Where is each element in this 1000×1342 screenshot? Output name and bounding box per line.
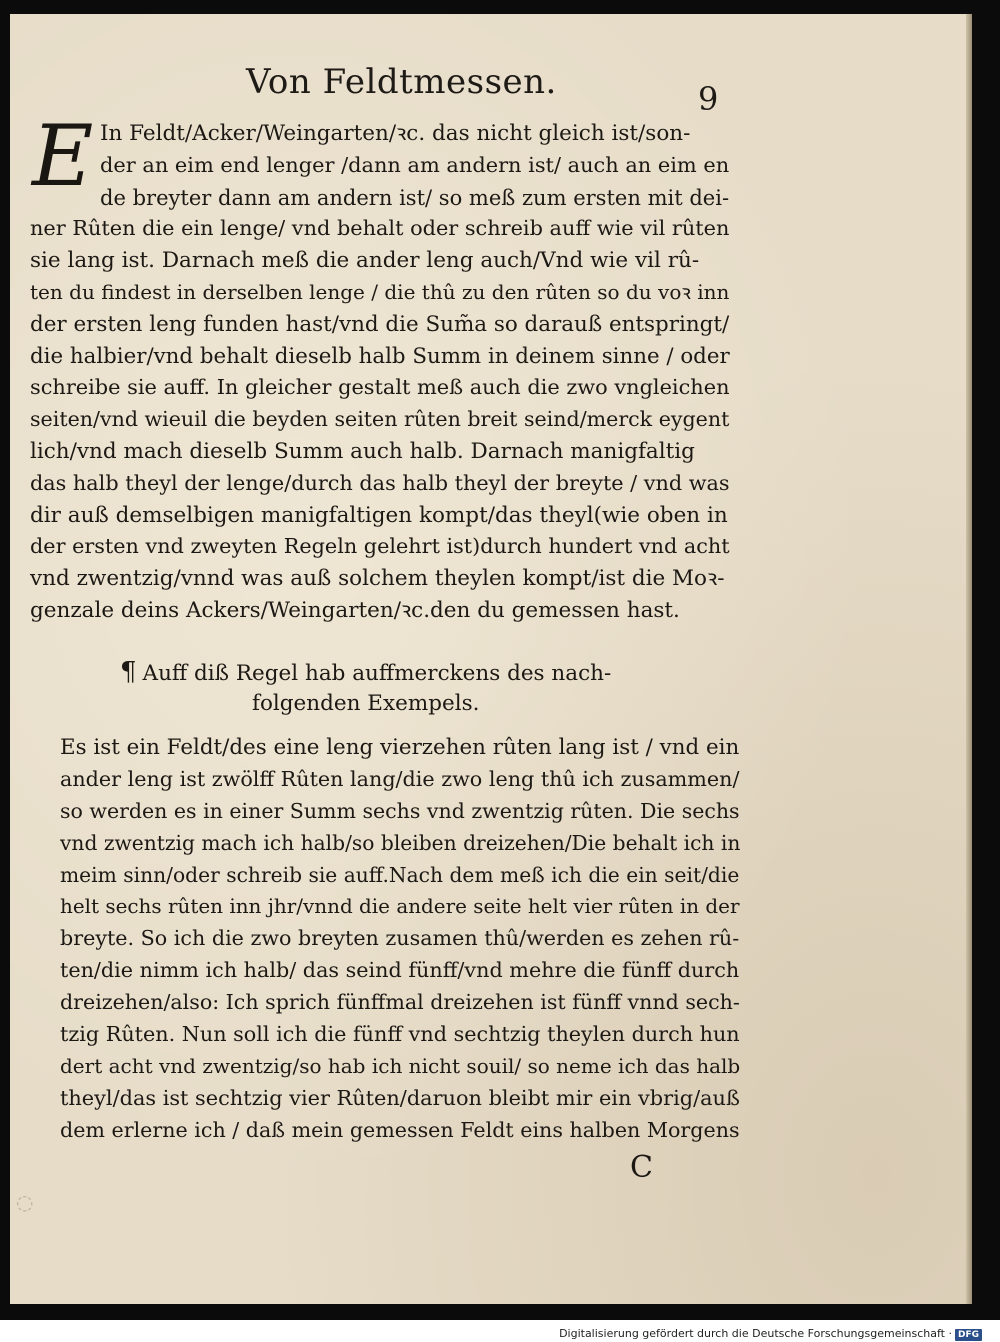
example-line: theyl/das ist sechtzig vier Rûten/daruon bleibt mir ein vbrig/auß bbox=[60, 1085, 740, 1110]
main-paragraph bbox=[30, 107, 730, 627]
paragraph-line: der ersten leng funden hast/vnd die Sum̃a so darauß entspringt/ bbox=[30, 311, 730, 337]
paragraph-line: In Feldt/Acker/Weingarten/ꝛc. das nicht gleich ist/son- bbox=[100, 121, 691, 146]
example-line: vnd zwentzig mach ich halb/so bleiben dreizehen/Die behalt ich in bbox=[60, 830, 741, 855]
page-number: 9 bbox=[698, 80, 719, 118]
running-head: Von Feldtmessen. bbox=[246, 62, 557, 102]
paragraph-line: de breyter dann am andern ist/ so meß zum ersten mit dei- bbox=[100, 184, 730, 210]
example-line: Es ist ein Feldt/des eine leng vierzehen rûten lang ist / vnd ein bbox=[60, 735, 740, 760]
paragraph-line: genzale deins Ackers/Weingarten/ꝛc.den du gemessen hast. bbox=[30, 597, 680, 623]
example-line: meim sinn/oder schreib sie auff.Nach dem meß ich die ein seit/die bbox=[60, 862, 740, 887]
paragraph-line: der ersten vnd zweyten Regeln gelehrt ist)durch hundert vnd acht bbox=[30, 534, 730, 559]
heading-line-2: folgenden Exempels. bbox=[252, 691, 480, 716]
example-line: so werden es in einer Summ sechs vnd zwentzig rûten. Die sechs bbox=[60, 798, 740, 823]
dfg-logo: DFG bbox=[955, 1329, 982, 1341]
ink-stain: ◌ bbox=[16, 1190, 34, 1214]
page-edge bbox=[966, 14, 972, 1304]
example-line: ten/die nimm ich halb/ das seind fünff/vnd mehre die fünff durch bbox=[60, 958, 740, 983]
example-line: ander leng ist zwölff Rûten lang/die zwo leng thû ich zusammen/ bbox=[60, 766, 740, 791]
paragraph-line: vnd zwentzig/vnnd was auß solchem theylen kompt/ist die Moꝛ- bbox=[30, 566, 725, 592]
paragraph-line: seiten/vnd wieuil die beyden seiten rûten breit seind/merck eygent bbox=[30, 407, 730, 432]
example-line: dem erlerne ich / daß mein gemessen Feldt eins halben Morgens bbox=[60, 1117, 740, 1142]
paragraph-line: der an eim end lenger /dann am andern ist/ auch an eim en bbox=[100, 152, 730, 177]
paragraph-line: ner Rûten die ein lenge/ vnd behalt oder schreib auff wie vil rûten bbox=[30, 216, 730, 241]
example-paragraph bbox=[60, 732, 740, 1147]
paragraph-line: ten du findest in derselben lenge / die thû zu den rûten so du voꝛ inn bbox=[30, 279, 730, 304]
example-line: tzig Rûten. Nun soll ich die fünff vnd sechtzig theylen durch hun bbox=[60, 1022, 740, 1047]
footer-credit bbox=[559, 1326, 982, 1342]
example-line: helt sechs rûten inn jhr/vnnd die andere seite helt vier rûten in der bbox=[60, 894, 740, 919]
paragraph-line: die halbier/vnd behalt dieselb halb Summ in deinem sinne / oder bbox=[30, 343, 730, 369]
pilcrow-icon: ¶ bbox=[120, 657, 137, 687]
paragraph-line: das halb theyl der lenge/durch das halb theyl der breyte / vnd was bbox=[30, 470, 730, 495]
paragraph-line: lich/vnd mach dieselb Summ auch halb. Darnach manigfaltig bbox=[30, 438, 695, 464]
paragraph-line: sie lang ist. Darnach meß die ander leng auch/Vnd wie vil rû- bbox=[30, 248, 700, 274]
example-line: dert acht vnd zwentzig/so hab ich nicht souil/ so neme ich das halb bbox=[60, 1053, 741, 1078]
example-line: dreizehen/also: Ich sprich fünffmal dreizehen ist fünff vnnd sech- bbox=[60, 990, 740, 1015]
example-line: breyte. So ich die zwo breyten zusamen thû/werden es zehen rû- bbox=[60, 926, 740, 951]
heading-text-1: Auff diß Regel hab auffmerckens des nach- bbox=[142, 661, 612, 686]
paragraph-line: schreibe sie auff. In gleicher gestalt meß auch die zwo vngleichen bbox=[30, 375, 730, 400]
footer-text: Digitalisierung gefördert durch die Deutsche Forschungsgemeinschaft · bbox=[559, 1327, 952, 1340]
section-heading bbox=[120, 656, 720, 720]
catchword: C bbox=[630, 1150, 653, 1185]
paragraph-line: dir auß demselbigen manigfaltigen kompt/das theyl(wie oben in bbox=[30, 502, 728, 528]
decorated-initial: E bbox=[32, 107, 94, 205]
heading-line-1 bbox=[120, 656, 720, 688]
